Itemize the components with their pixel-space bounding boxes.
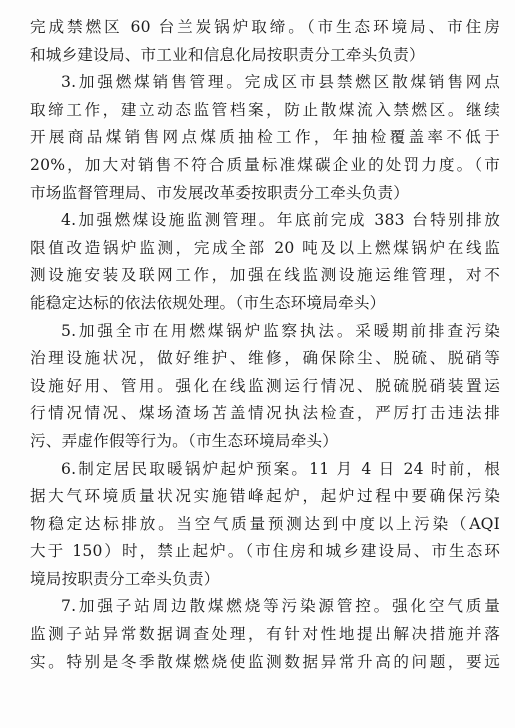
text-line: 污、弄虚作假等行为。（市生态环境局牵头） [30, 431, 339, 450]
text-line: 监测子站异常数据调查处理，有针对性地提出解决措施并落 [30, 625, 500, 644]
text-line: 开展商品煤销售网点煤质抽检工作，年抽检覆盖率不低于 [30, 128, 500, 147]
text-line: 测设施安装及联网工作，加强在线监测设施运维管理，对不 [30, 266, 500, 285]
text-line: 7.加强子站周边散煤燃烧等污染源管控。强化空气质量 [61, 597, 500, 616]
text-line: 据大气环境质量状况实施错峰起炉，起炉过程中要确保污染 [30, 487, 500, 506]
document-body [30, 14, 500, 676]
text-line: 3.加强燃煤销售管理。完成区市县禁燃区散煤销售网点 [61, 73, 500, 92]
text-line: 行情况情况、煤场渣场苫盖情况执法检查，严厉打击违法排 [30, 404, 500, 423]
text-line: 4.加强燃煤设施监测管理。年底前完成 383 台特别排放 [61, 211, 500, 230]
text-line: 限值改造锅炉监测，完成全部 20 吨及以上燃煤锅炉在线监 [30, 238, 500, 257]
text-line: 治理设施状况，做好维护、维修，确保除尘、脱硫、脱硝等 [30, 349, 500, 368]
text-line: 20%，加大对销售不符合质量标准煤碳企业的处罚力度。（市 [30, 155, 500, 174]
text-line: 市场监督管理局、市发展改革委按职责分工牵头负责） [30, 183, 410, 202]
text-line: 物稳定达标排放。当空气质量预测达到中度以上污染（AQI [30, 514, 500, 533]
text-line: 设施好用、管用。强化在线监测运行情况、脱硫脱硝装置运 [30, 376, 500, 395]
text-line: 取缔工作，建立动态监管档案，防止散煤流入禁燃区。继续 [30, 100, 500, 119]
text-line: 6.制定居民取暖锅炉起炉预案。11 月 4 日 24 时前，根 [61, 459, 500, 478]
text-line: 境局按职责分工牵头负责） [30, 569, 220, 588]
text-line: 5.加强全市在用燃煤锅炉监察执法。采暖期前排查污染 [61, 321, 500, 340]
text-line: 大于 150）时，禁止起炉。（市住房和城乡建设局、市生态环 [30, 542, 500, 561]
text-line: 实。特别是冬季散煤燃烧使监测数据异常升高的问题，要远 [30, 652, 500, 671]
text-line: 完成禁燃区 60 台兰炭锅炉取缔。（市生态环境局、市住房 [30, 18, 500, 36]
text-line: 和城乡建设局、市工业和信息化局按职责分工牵头负责） [30, 45, 425, 64]
text-line: 能稳定达标的依法依规处理。（市生态环境局牵头） [30, 293, 386, 312]
